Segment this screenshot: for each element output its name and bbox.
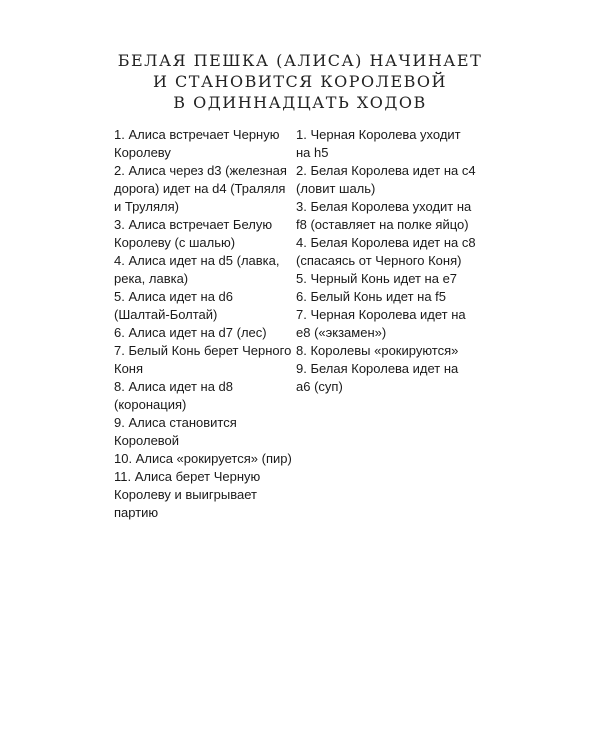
- white-move-1: 1. Алиса встречает Черную Королеву: [114, 127, 280, 160]
- black-move-6: 6. Белый Конь идет на f5: [296, 289, 447, 304]
- title-line-1: БЕЛАЯ ПЕШКА (АЛИСА) НАЧИНАЕТ: [117, 51, 483, 70]
- black-move-1: 1. Черная Королева уходит на h5: [296, 127, 461, 160]
- white-move-2: 2. Алиса через d3 (железная дорога) идет на d4 (Траляля и Труляля): [114, 163, 287, 214]
- white-move-8: 8. Алиса идет на d8 (коронация): [114, 379, 234, 412]
- white-moves-column: [114, 126, 292, 522]
- white-move-5: 5. Алиса идет на d6 (Шалтай-Болтай): [114, 289, 234, 322]
- black-move-8: 8. Королевы «рокируются»: [296, 343, 459, 358]
- black-move-7: 7. Черная Королева идет на e8 («экзамен»): [296, 307, 466, 340]
- black-move-3: 3. Белая Королева уходит на f8 (оставляет на полке яйцо): [296, 199, 472, 232]
- black-move-9: 9. Белая Королева идет на a6 (суп): [296, 361, 459, 394]
- white-move-9: 9. Алиса становится Королевой: [114, 415, 237, 448]
- white-move-3: 3. Алиса встречает Белую Королеву (с шалью): [114, 217, 273, 250]
- white-move-6: 6. Алиса идет на d7 (лес): [114, 325, 267, 340]
- white-move-4: 4. Алиса идет на d5 (лавка, река, лавка): [114, 253, 280, 286]
- white-move-7: 7. Белый Конь берет Черного Коня: [114, 343, 292, 376]
- black-move-2: 2. Белая Королева идет на c4 (ловит шаль): [296, 163, 476, 196]
- black-moves-column: [296, 126, 476, 396]
- white-move-10: 10. Алиса «рокируется» (пир): [114, 451, 292, 466]
- page-title: [0, 50, 600, 113]
- black-move-4: 4. Белая Королева идет на c8 (спасаясь от Черного Коня): [296, 235, 476, 268]
- title-line-3: В ОДИННАДЦАТЬ ХОДОВ: [173, 93, 427, 112]
- white-move-11: 11. Алиса берет Черную Королеву и выигрывает партию: [114, 469, 261, 520]
- title-line-2: И СТАНОВИТСЯ КОРОЛЕВОЙ: [152, 72, 447, 91]
- black-move-5: 5. Черный Конь идет на e7: [296, 271, 458, 286]
